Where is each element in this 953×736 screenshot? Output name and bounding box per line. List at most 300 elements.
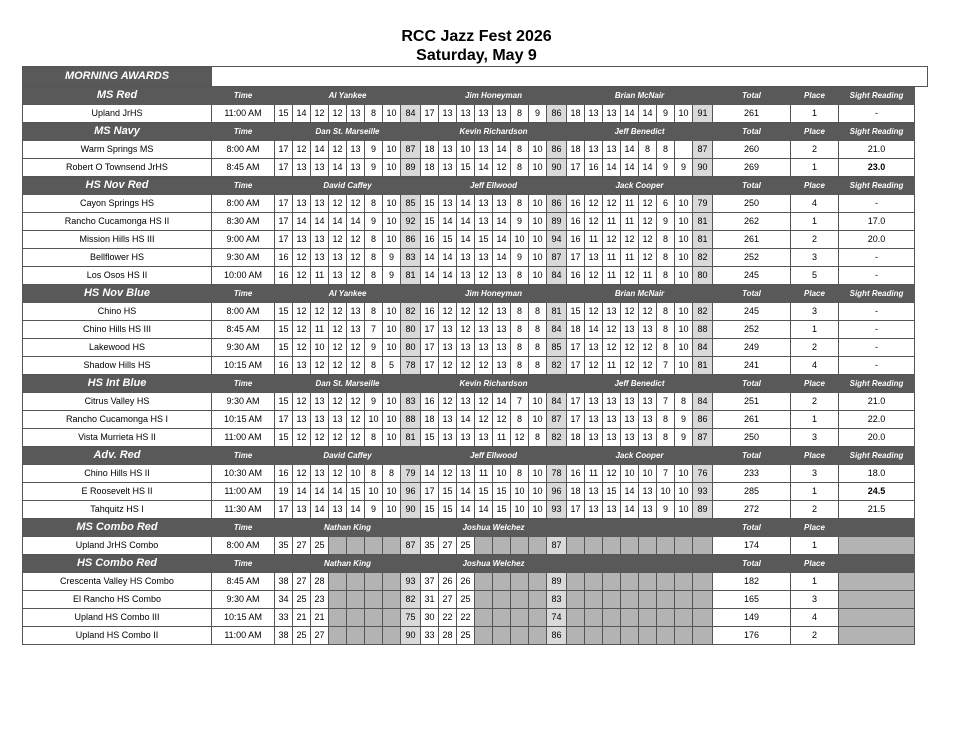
score-cell: 12: [603, 321, 621, 339]
empty-score-cell: [603, 627, 621, 645]
sight-reading-score: 21.0: [839, 393, 915, 411]
score-cell: 15: [603, 483, 621, 501]
score-cell: 13: [475, 195, 493, 213]
school-name: Upland JrHS: [23, 105, 212, 123]
score-cell: 10: [675, 303, 693, 321]
score-cell: 21: [293, 609, 311, 627]
judge-total: 91: [693, 105, 713, 123]
empty-score-cell: [529, 609, 547, 627]
score-cell: 13: [457, 465, 475, 483]
sight-reading-score: 18.0: [839, 465, 915, 483]
overall-total: 260: [713, 141, 791, 159]
empty-score-cell: [639, 573, 657, 591]
place: 2: [791, 627, 839, 645]
score-cell: 12: [493, 411, 511, 429]
score-cell: 13: [603, 429, 621, 447]
score-cell: 13: [621, 321, 639, 339]
score-cell: 8: [365, 357, 383, 375]
score-cell: 10: [383, 213, 401, 231]
score-cell: 13: [457, 393, 475, 411]
empty-score-cell: [475, 609, 493, 627]
score-cell: 18: [567, 429, 585, 447]
table-row: [23, 321, 928, 339]
score-cell: 10: [511, 483, 529, 501]
judge-total: 84: [401, 105, 421, 123]
score-cell: 14: [439, 267, 457, 285]
place-header: Place: [791, 447, 839, 465]
score-cell: 10: [657, 483, 675, 501]
empty-score-cell: [329, 573, 347, 591]
performance-time: 9:30 AM: [212, 339, 275, 357]
judge-name: Jim Honeyman: [421, 87, 567, 105]
table-row: [23, 591, 928, 609]
score-cell: 9: [675, 411, 693, 429]
score-cell: 10: [383, 303, 401, 321]
score-cell: 17: [275, 231, 293, 249]
score-cell: 12: [457, 303, 475, 321]
score-cell: 13: [603, 501, 621, 519]
sight-reading-score: 21.5: [839, 501, 915, 519]
judge-total: 89: [547, 573, 567, 591]
school-name: Tahquitz HS I: [23, 501, 212, 519]
score-cell: 13: [293, 501, 311, 519]
score-cell: 27: [439, 591, 457, 609]
judge-total: 74: [547, 609, 567, 627]
sight-reading-score: 22.0: [839, 411, 915, 429]
score-cell: 12: [329, 141, 347, 159]
score-cell: 10: [511, 231, 529, 249]
overall-total: 249: [713, 339, 791, 357]
score-cell: 17: [567, 393, 585, 411]
empty-score-cell: [639, 537, 657, 555]
score-cell: 8: [511, 465, 529, 483]
judge-name: David Caffey: [275, 447, 421, 465]
score-cell: 12: [293, 321, 311, 339]
empty-score-cell: [347, 627, 365, 645]
table-row: [23, 411, 928, 429]
score-cell: 7: [365, 321, 383, 339]
score-cell: 13: [585, 429, 603, 447]
score-cell: 11: [621, 249, 639, 267]
page-subtitle: Saturday, May 9: [416, 47, 537, 64]
time-header: Time: [212, 447, 275, 465]
judge-total: 76: [693, 465, 713, 483]
score-cell: [675, 141, 693, 159]
performance-time: 11:00 AM: [212, 483, 275, 501]
judge-total: 75: [401, 609, 421, 627]
performance-time: 11:00 AM: [212, 429, 275, 447]
score-cell: 14: [457, 213, 475, 231]
score-cell: 9: [675, 159, 693, 177]
judge-total: 87: [547, 411, 567, 429]
overall-total: 149: [713, 609, 791, 627]
overall-total: 261: [713, 411, 791, 429]
empty-score-cell: [493, 591, 511, 609]
judge-total: 81: [401, 267, 421, 285]
judge-total: 79: [401, 465, 421, 483]
sight-reading-blank: [839, 591, 915, 609]
score-cell: 14: [621, 141, 639, 159]
score-cell: 13: [475, 429, 493, 447]
time-header: Time: [212, 555, 275, 573]
school-name: El Rancho HS Combo: [23, 591, 212, 609]
empty-score-cell: [329, 627, 347, 645]
overall-total: 272: [713, 501, 791, 519]
section-name: HS Nov Blue: [23, 285, 212, 303]
judge-total: 81: [693, 357, 713, 375]
time-header: Time: [212, 87, 275, 105]
judge-total: 82: [693, 249, 713, 267]
judge-total: 86: [693, 411, 713, 429]
empty-score-cell: [475, 537, 493, 555]
score-cell: 13: [439, 339, 457, 357]
judge-total: 84: [547, 267, 567, 285]
sight-reading-score: -: [839, 339, 915, 357]
score-cell: 8: [529, 357, 547, 375]
judge-total: 96: [547, 483, 567, 501]
empty-score-cell: [383, 537, 401, 555]
score-cell: 13: [639, 393, 657, 411]
score-cell: 23: [311, 591, 329, 609]
score-cell: 13: [439, 321, 457, 339]
score-cell: 8: [511, 357, 529, 375]
empty-score-cell: [585, 609, 603, 627]
judge-total: 87: [693, 141, 713, 159]
score-cell: 35: [275, 537, 293, 555]
table-row: [23, 537, 928, 555]
performance-time: 10:15 AM: [212, 609, 275, 627]
judge-name: Dan St. Marseille: [275, 375, 421, 393]
score-cell: 12: [311, 429, 329, 447]
score-cell: 12: [585, 267, 603, 285]
score-cell: 10: [457, 141, 475, 159]
score-cell: 13: [475, 321, 493, 339]
table-row: [23, 195, 928, 213]
judge-name: Joshua Welchez: [421, 519, 567, 537]
score-cell: 8: [511, 303, 529, 321]
sight-reading-score: 24.5: [839, 483, 915, 501]
place: 3: [791, 303, 839, 321]
performance-time: 8:00 AM: [212, 303, 275, 321]
overall-total: 262: [713, 213, 791, 231]
table-row: [23, 483, 928, 501]
empty-score-cell: [585, 627, 603, 645]
score-cell: 15: [439, 483, 457, 501]
score-cell: 13: [439, 411, 457, 429]
score-cell: 15: [275, 339, 293, 357]
overall-total: 245: [713, 303, 791, 321]
score-cell: 14: [493, 141, 511, 159]
place-header: Place: [791, 177, 839, 195]
table-row: [23, 465, 928, 483]
judge-total: 82: [547, 429, 567, 447]
score-cell: 12: [439, 465, 457, 483]
score-cell: 12: [603, 231, 621, 249]
empty-score-cell: [585, 591, 603, 609]
empty-score-cell: [639, 591, 657, 609]
performance-time: 8:00 AM: [212, 195, 275, 213]
place: 1: [791, 213, 839, 231]
score-cell: 10: [383, 159, 401, 177]
score-cell: 13: [639, 411, 657, 429]
score-cell: 11: [475, 465, 493, 483]
empty-score-cell: [567, 591, 585, 609]
score-cell: 17: [567, 411, 585, 429]
judge-total: 80: [401, 321, 421, 339]
score-cell: 13: [475, 213, 493, 231]
total-header: Total: [713, 519, 791, 537]
score-cell: 14: [421, 249, 439, 267]
place: 4: [791, 195, 839, 213]
score-cell: 8: [529, 339, 547, 357]
performance-time: 8:45 AM: [212, 159, 275, 177]
score-cell: 10: [529, 213, 547, 231]
score-cell: 12: [639, 231, 657, 249]
score-cell: 13: [293, 159, 311, 177]
score-cell: 10: [529, 465, 547, 483]
empty-score-cell: [693, 573, 713, 591]
empty-score-cell: [493, 537, 511, 555]
score-cell: 16: [567, 213, 585, 231]
score-cell: 13: [311, 195, 329, 213]
score-cell: 8: [529, 321, 547, 339]
score-cell: 13: [475, 141, 493, 159]
score-cell: 13: [493, 357, 511, 375]
score-cell: 15: [493, 501, 511, 519]
sight-reading-blank: [839, 609, 915, 627]
place: 2: [791, 501, 839, 519]
judge-total: 83: [401, 249, 421, 267]
judge-total: 90: [401, 627, 421, 645]
score-cell: 14: [439, 249, 457, 267]
score-cell: 12: [511, 429, 529, 447]
score-cell: 12: [475, 411, 493, 429]
score-cell: 7: [657, 393, 675, 411]
judge-total: 86: [547, 195, 567, 213]
score-cell: 8: [511, 339, 529, 357]
score-cell: 22: [439, 609, 457, 627]
score-cell: 13: [475, 249, 493, 267]
total-header: Total: [713, 555, 791, 573]
score-cell: 13: [293, 411, 311, 429]
judge-total: 84: [547, 321, 567, 339]
place-header: Place: [791, 555, 839, 573]
score-cell: 11: [603, 213, 621, 231]
score-cell: 17: [275, 141, 293, 159]
score-cell: 30: [421, 609, 439, 627]
score-cell: 16: [275, 249, 293, 267]
score-cell: 13: [293, 231, 311, 249]
table-row: [23, 501, 928, 519]
score-cell: 8: [365, 231, 383, 249]
judge-total: 88: [401, 411, 421, 429]
banner-blank: [212, 67, 928, 87]
score-cell: 14: [639, 105, 657, 123]
score-cell: 8: [511, 411, 529, 429]
score-cell: 10: [529, 231, 547, 249]
score-cell: 13: [475, 339, 493, 357]
score-cell: 10: [675, 267, 693, 285]
score-cell: 14: [329, 483, 347, 501]
score-cell: 13: [311, 231, 329, 249]
judge-name: Al Yankee: [275, 87, 421, 105]
judge-total: 92: [401, 213, 421, 231]
place-header: Place: [791, 375, 839, 393]
score-cell: 12: [621, 231, 639, 249]
empty-score-cell: [365, 591, 383, 609]
score-cell: 12: [475, 357, 493, 375]
judge-name: Brian McNair: [567, 87, 713, 105]
place: 2: [791, 141, 839, 159]
empty-score-cell: [511, 573, 529, 591]
place-header: Place: [791, 87, 839, 105]
score-cell: 10: [383, 501, 401, 519]
place: 1: [791, 483, 839, 501]
empty-score-cell: [585, 573, 603, 591]
score-cell: 12: [439, 393, 457, 411]
score-cell: 12: [639, 249, 657, 267]
score-cell: 8: [657, 249, 675, 267]
performance-time: 8:45 AM: [212, 573, 275, 591]
empty-score-cell: [693, 537, 713, 555]
score-cell: 28: [311, 573, 329, 591]
score-cell: 25: [293, 627, 311, 645]
score-cell: 12: [293, 141, 311, 159]
results-table: [22, 66, 928, 645]
judge-name: [567, 519, 713, 537]
empty-score-cell: [621, 609, 639, 627]
score-cell: 13: [457, 339, 475, 357]
score-cell: 15: [347, 483, 365, 501]
score-cell: 12: [457, 321, 475, 339]
empty-score-cell: [365, 537, 383, 555]
score-cell: 8: [657, 411, 675, 429]
section-name: Adv. Red: [23, 447, 212, 465]
score-cell: 12: [603, 465, 621, 483]
banner-row: [23, 67, 928, 87]
judge-total: 81: [547, 303, 567, 321]
score-cell: 13: [439, 141, 457, 159]
score-cell: 31: [421, 591, 439, 609]
score-cell: 8: [365, 195, 383, 213]
score-cell: 14: [457, 501, 475, 519]
empty-score-cell: [693, 609, 713, 627]
score-cell: 38: [275, 573, 293, 591]
score-cell: 12: [347, 231, 365, 249]
empty-score-cell: [603, 573, 621, 591]
sight-reading-score: 21.0: [839, 141, 915, 159]
score-cell: 10: [383, 411, 401, 429]
place: 1: [791, 105, 839, 123]
score-cell: 15: [421, 501, 439, 519]
overall-total: 176: [713, 627, 791, 645]
sight-reading-score: -: [839, 357, 915, 375]
empty-score-cell: [529, 537, 547, 555]
score-cell: 14: [311, 483, 329, 501]
section-header: [23, 519, 928, 537]
score-cell: 12: [293, 429, 311, 447]
score-cell: 8: [657, 321, 675, 339]
score-cell: 12: [293, 249, 311, 267]
school-name: Chino HS: [23, 303, 212, 321]
score-cell: 17: [275, 501, 293, 519]
school-name: Vista Murrieta HS II: [23, 429, 212, 447]
empty-score-cell: [475, 591, 493, 609]
score-cell: 12: [347, 357, 365, 375]
empty-score-cell: [329, 609, 347, 627]
score-cell: 18: [567, 141, 585, 159]
performance-time: 11:30 AM: [212, 501, 275, 519]
judge-name: [567, 555, 713, 573]
sight-reading-header: [839, 555, 915, 573]
score-cell: 28: [439, 627, 457, 645]
judge-total: 87: [547, 537, 567, 555]
score-cell: 17: [567, 249, 585, 267]
overall-total: 241: [713, 357, 791, 375]
score-cell: 12: [293, 465, 311, 483]
performance-time: 9:30 AM: [212, 249, 275, 267]
score-cell: 13: [585, 105, 603, 123]
score-cell: 10: [675, 357, 693, 375]
score-cell: 13: [439, 159, 457, 177]
score-cell: 10: [493, 465, 511, 483]
judge-name: Brian McNair: [567, 285, 713, 303]
school-name: Robert O Townsend JrHS: [23, 159, 212, 177]
table-row: [23, 159, 928, 177]
score-cell: 17: [275, 159, 293, 177]
judge-name: Jeff Benedict: [567, 375, 713, 393]
score-cell: 14: [457, 231, 475, 249]
empty-score-cell: [675, 609, 693, 627]
score-cell: 18: [567, 105, 585, 123]
score-cell: 13: [347, 321, 365, 339]
empty-score-cell: [383, 627, 401, 645]
score-cell: 12: [329, 105, 347, 123]
score-cell: 10: [511, 501, 529, 519]
score-cell: 14: [457, 483, 475, 501]
overall-total: 250: [713, 195, 791, 213]
score-cell: 12: [439, 357, 457, 375]
empty-score-cell: [621, 573, 639, 591]
empty-score-cell: [675, 591, 693, 609]
place-header: Place: [791, 123, 839, 141]
score-cell: 12: [475, 303, 493, 321]
empty-score-cell: [567, 573, 585, 591]
score-cell: 25: [293, 591, 311, 609]
score-cell: 10: [383, 321, 401, 339]
score-cell: 8: [511, 195, 529, 213]
score-cell: 12: [347, 339, 365, 357]
sight-reading-header: Sight Reading: [839, 177, 915, 195]
score-cell: 12: [311, 303, 329, 321]
score-cell: 13: [603, 105, 621, 123]
sight-reading-header: [839, 519, 915, 537]
judge-total: 89: [693, 501, 713, 519]
judge-total: 87: [547, 249, 567, 267]
score-cell: 12: [439, 303, 457, 321]
score-cell: 10: [675, 501, 693, 519]
section-name: MS Red: [23, 87, 212, 105]
empty-score-cell: [621, 591, 639, 609]
sight-reading-blank: [839, 573, 915, 591]
score-cell: 13: [603, 393, 621, 411]
time-header: Time: [212, 123, 275, 141]
score-cell: 14: [421, 267, 439, 285]
score-cell: 13: [329, 501, 347, 519]
score-cell: 18: [567, 321, 585, 339]
score-cell: 14: [475, 159, 493, 177]
empty-score-cell: [675, 537, 693, 555]
